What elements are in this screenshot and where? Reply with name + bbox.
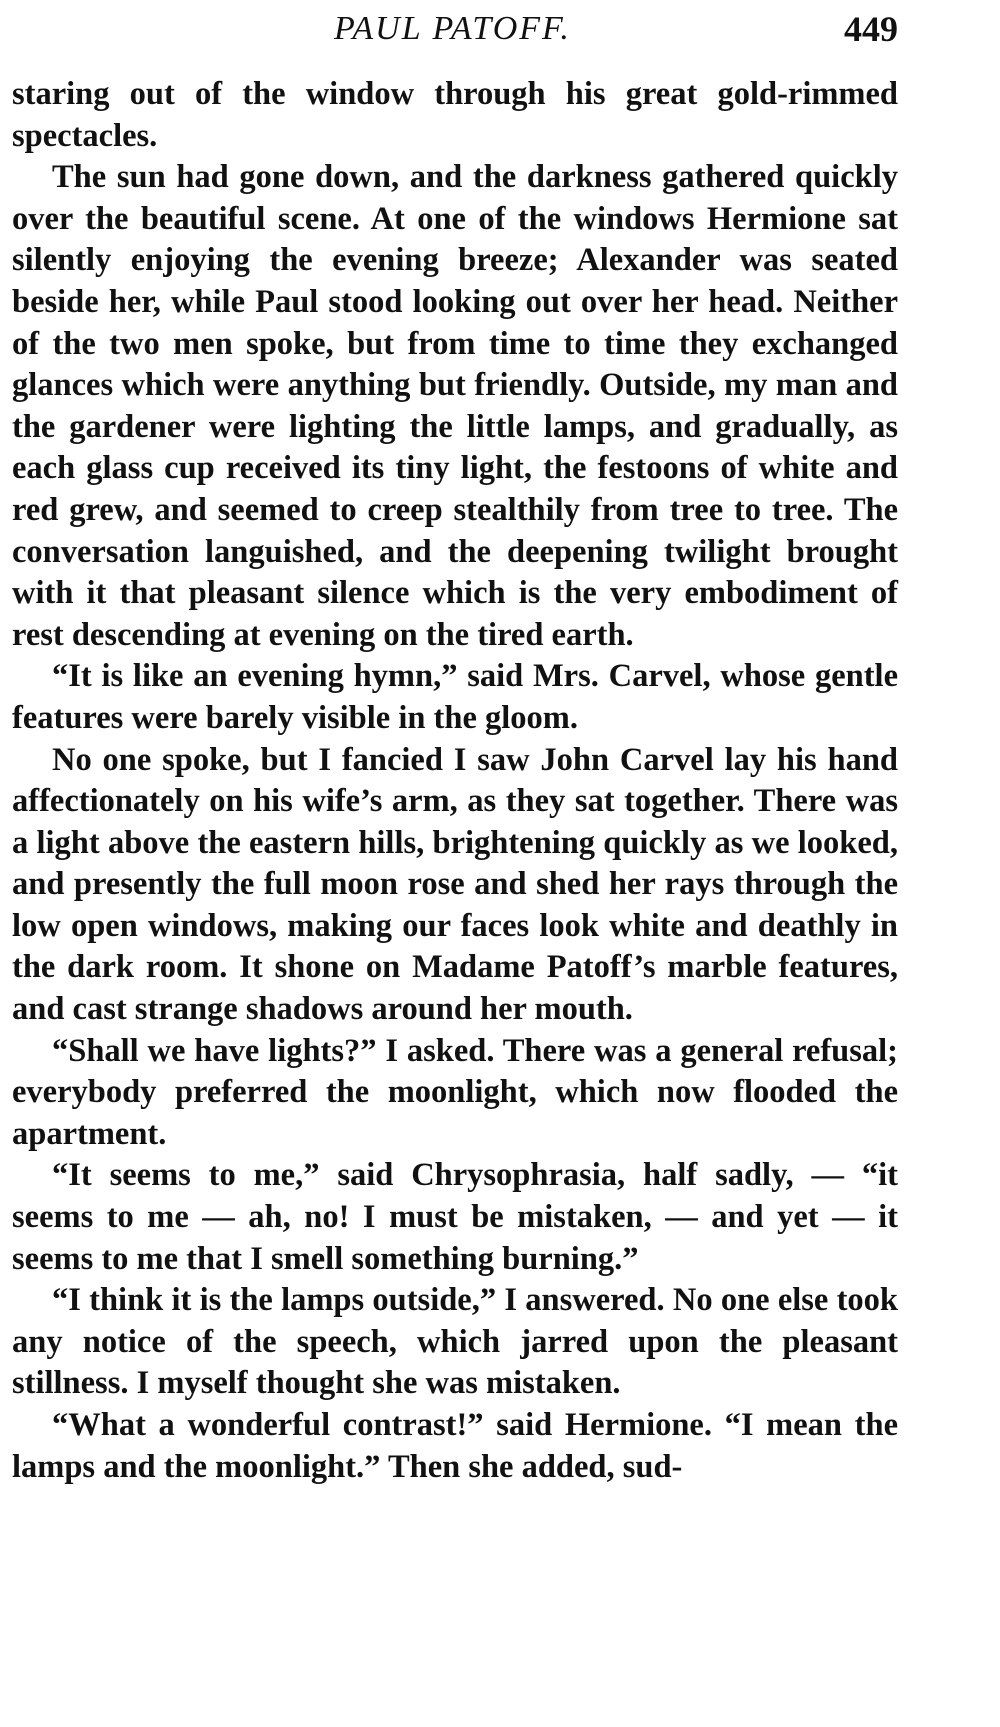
paragraph-lights-question: “Shall we have lights?” I asked. There was a general refusal; everybody preferred the moonlight, which now flooded the apartment. (12, 1032, 898, 1152)
book-page (12, 8, 898, 1718)
paragraph-twilight-scene: The sun had gone down, and the darkness gathered quickly over the beautiful scene. At one of the windows Hermione sat silently enjoying the evening breeze; Alexander was seated beside her, while Paul stood looking out over her head. Neither of the two men spoke, but from time to time they exchanged glances which were anything but friendly. Outside, my man and the gardener were lighting the little lamps, and gradually, as each glass cup received its tiny light, the festoons of white and red grew, and seemed to creep stealthily from tree to tree. The conversation languished, and the deepening twilight brought with it that pleasant silence which is the very embodiment of rest descending at evening on the tired earth. (12, 159, 898, 653)
paragraph-lamps-answer: “I think it is the lamps outside,” I answered. No one else took any notice of the speech, which jarred upon the pleasant stillness. I myself thought she was mistaken. (12, 1282, 898, 1402)
paragraph-continued: staring out of the window through his great gold-rimmed spectacles. (12, 76, 898, 154)
paragraph-something-burning: “It seems to me,” said Chrysophrasia, half sadly, — “it seems to me — ah, no! I must be mistaken, — and yet — it seems to me that I smell something burning.” (12, 1157, 898, 1277)
paragraph-evening-hymn: “It is like an evening hymn,” said Mrs. Carvel, whose gentle features were barely visible in the gloom. (12, 658, 898, 736)
paragraph-wonderful-contrast: “What a wonderful contrast!” said Hermione. “I mean the lamps and the moonlight.” Then she added, sud- (12, 1407, 898, 1485)
running-title: PAUL PATOFF. (334, 10, 571, 47)
page-number: 449 (844, 9, 898, 49)
paragraph-moonrise: No one spoke, but I fancied I saw John Carvel lay his hand affectionately on his wife’s arm, as they sat together. There was a light above the eastern hills, brightening quickly as we looked, and presently the full moon rose and shed her rays through the low open windows, making our faces look white and deathly in the dark room. It shone on Madame Patoff’s marble features, and cast strange shadows around her mouth. (12, 741, 898, 1028)
running-head (12, 8, 898, 64)
body-text (12, 74, 898, 1488)
